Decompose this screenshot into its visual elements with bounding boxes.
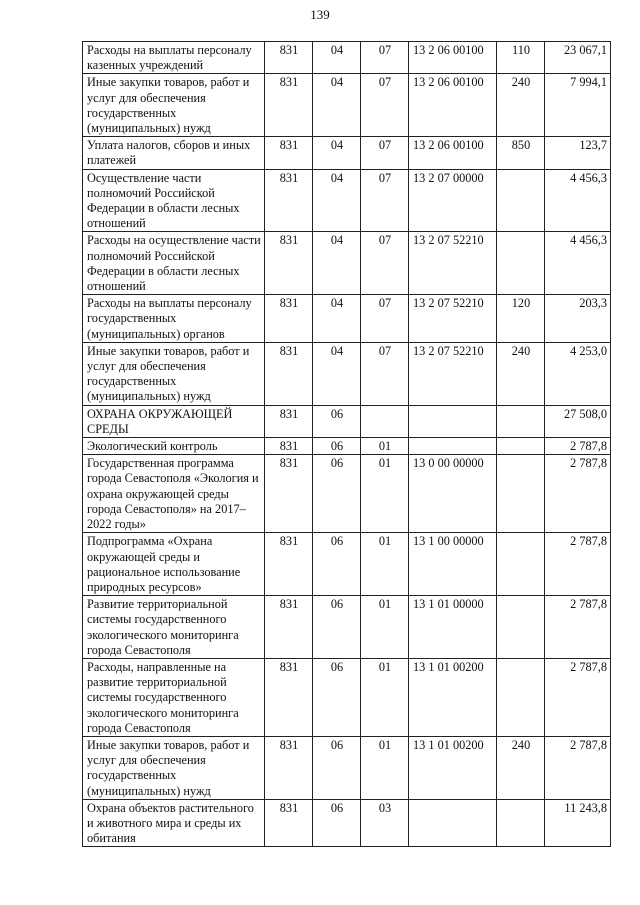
cell-amount: 7 994,1 bbox=[545, 74, 611, 137]
cell-target-article: 13 1 01 00200 bbox=[409, 736, 497, 799]
cell-expense-type bbox=[497, 455, 545, 533]
cell-expense-type bbox=[497, 405, 545, 437]
cell-section-code: 04 bbox=[313, 295, 361, 343]
cell-grbs-code: 831 bbox=[265, 169, 313, 232]
cell-grbs-code: 831 bbox=[265, 736, 313, 799]
cell-section-code: 04 bbox=[313, 169, 361, 232]
cell-amount: 2 787,8 bbox=[545, 533, 611, 596]
cell-amount: 2 787,8 bbox=[545, 596, 611, 659]
cell-subsection-code bbox=[361, 405, 409, 437]
table-row bbox=[83, 799, 611, 847]
table-row bbox=[83, 74, 611, 137]
cell-name: Государственная программа города Севастополя «Экология и охрана окружающей среды города Севастополя» на 2017–2022 годы» bbox=[83, 455, 265, 533]
cell-target-article: 13 1 01 00200 bbox=[409, 658, 497, 736]
cell-subsection-code: 01 bbox=[361, 438, 409, 455]
cell-subsection-code: 07 bbox=[361, 74, 409, 137]
cell-expense-type: 240 bbox=[497, 736, 545, 799]
table-body bbox=[83, 42, 611, 847]
cell-amount: 4 253,0 bbox=[545, 342, 611, 405]
cell-expense-type: 120 bbox=[497, 295, 545, 343]
cell-section-code: 06 bbox=[313, 596, 361, 659]
cell-amount: 23 067,1 bbox=[545, 42, 611, 74]
cell-name: Расходы на выплаты персоналу государственных (муниципальных) органов bbox=[83, 295, 265, 343]
cell-amount: 4 456,3 bbox=[545, 232, 611, 295]
cell-target-article bbox=[409, 405, 497, 437]
cell-target-article: 13 2 07 52210 bbox=[409, 232, 497, 295]
cell-name: Развитие территориальной системы государственного экологического мониторинга города Севастополя bbox=[83, 596, 265, 659]
cell-section-code: 04 bbox=[313, 342, 361, 405]
cell-target-article: 13 2 07 52210 bbox=[409, 295, 497, 343]
cell-target-article: 13 2 06 00100 bbox=[409, 74, 497, 137]
cell-target-article: 13 2 07 00000 bbox=[409, 169, 497, 232]
table-row bbox=[83, 169, 611, 232]
cell-amount: 203,3 bbox=[545, 295, 611, 343]
cell-name: Охрана объектов растительного и животного мира и среды их обитания bbox=[83, 799, 265, 847]
cell-expense-type bbox=[497, 533, 545, 596]
cell-section-code: 06 bbox=[313, 438, 361, 455]
table-row bbox=[83, 405, 611, 437]
cell-subsection-code: 01 bbox=[361, 596, 409, 659]
cell-expense-type bbox=[497, 169, 545, 232]
cell-section-code: 06 bbox=[313, 799, 361, 847]
cell-grbs-code: 831 bbox=[265, 137, 313, 169]
cell-target-article: 13 2 07 52210 bbox=[409, 342, 497, 405]
table-row bbox=[83, 533, 611, 596]
cell-name: Иные закупки товаров, работ и услуг для обеспечения государственных (муниципальных) нужд bbox=[83, 74, 265, 137]
cell-subsection-code: 03 bbox=[361, 799, 409, 847]
cell-target-article: 13 1 01 00000 bbox=[409, 596, 497, 659]
cell-section-code: 04 bbox=[313, 137, 361, 169]
cell-target-article: 13 1 00 00000 bbox=[409, 533, 497, 596]
cell-amount: 123,7 bbox=[545, 137, 611, 169]
cell-section-code: 06 bbox=[313, 736, 361, 799]
cell-subsection-code: 07 bbox=[361, 137, 409, 169]
budget-table bbox=[82, 41, 611, 847]
cell-grbs-code: 831 bbox=[265, 405, 313, 437]
cell-amount: 2 787,8 bbox=[545, 658, 611, 736]
cell-amount: 11 243,8 bbox=[545, 799, 611, 847]
cell-grbs-code: 831 bbox=[265, 438, 313, 455]
cell-name: ОХРАНА ОКРУЖАЮЩЕЙ СРЕДЫ bbox=[83, 405, 265, 437]
cell-subsection-code: 01 bbox=[361, 736, 409, 799]
table-row bbox=[83, 137, 611, 169]
cell-target-article bbox=[409, 438, 497, 455]
cell-name: Расходы, направленные на развитие территориальной системы государственного экологического мониторинга города Севастополя bbox=[83, 658, 265, 736]
table-row bbox=[83, 342, 611, 405]
cell-target-article: 13 2 06 00100 bbox=[409, 137, 497, 169]
cell-subsection-code: 01 bbox=[361, 455, 409, 533]
cell-subsection-code: 07 bbox=[361, 232, 409, 295]
cell-grbs-code: 831 bbox=[265, 799, 313, 847]
cell-amount: 27 508,0 bbox=[545, 405, 611, 437]
cell-grbs-code: 831 bbox=[265, 295, 313, 343]
cell-expense-type: 110 bbox=[497, 42, 545, 74]
cell-expense-type: 240 bbox=[497, 342, 545, 405]
cell-expense-type bbox=[497, 438, 545, 455]
cell-expense-type bbox=[497, 232, 545, 295]
cell-section-code: 04 bbox=[313, 232, 361, 295]
cell-section-code: 06 bbox=[313, 658, 361, 736]
cell-expense-type bbox=[497, 658, 545, 736]
cell-amount: 4 456,3 bbox=[545, 169, 611, 232]
cell-target-article: 13 0 00 00000 bbox=[409, 455, 497, 533]
cell-expense-type: 240 bbox=[497, 74, 545, 137]
cell-name: Иные закупки товаров, работ и услуг для обеспечения государственных (муниципальных) нужд bbox=[83, 342, 265, 405]
table-row bbox=[83, 42, 611, 74]
table-row bbox=[83, 658, 611, 736]
table-row bbox=[83, 736, 611, 799]
cell-subsection-code: 07 bbox=[361, 169, 409, 232]
table-row bbox=[83, 455, 611, 533]
cell-subsection-code: 07 bbox=[361, 295, 409, 343]
cell-section-code: 04 bbox=[313, 74, 361, 137]
cell-subsection-code: 07 bbox=[361, 42, 409, 74]
cell-subsection-code: 01 bbox=[361, 533, 409, 596]
cell-expense-type bbox=[497, 596, 545, 659]
cell-section-code: 04 bbox=[313, 42, 361, 74]
page-number: 139 bbox=[310, 7, 330, 22]
table-row bbox=[83, 295, 611, 343]
cell-name: Подпрограмма «Охрана окружающей среды и рациональное использование природных ресурсов» bbox=[83, 533, 265, 596]
table-row bbox=[83, 596, 611, 659]
cell-subsection-code: 07 bbox=[361, 342, 409, 405]
cell-section-code: 06 bbox=[313, 533, 361, 596]
cell-grbs-code: 831 bbox=[265, 596, 313, 659]
cell-amount: 2 787,8 bbox=[545, 438, 611, 455]
cell-grbs-code: 831 bbox=[265, 342, 313, 405]
cell-target-article bbox=[409, 799, 497, 847]
cell-grbs-code: 831 bbox=[265, 533, 313, 596]
cell-subsection-code: 01 bbox=[361, 658, 409, 736]
cell-section-code: 06 bbox=[313, 455, 361, 533]
cell-name: Осуществление части полномочий Российской Федерации в области лесных отношений bbox=[83, 169, 265, 232]
cell-name: Расходы на выплаты персоналу казенных учреждений bbox=[83, 42, 265, 74]
cell-grbs-code: 831 bbox=[265, 42, 313, 74]
cell-amount: 2 787,8 bbox=[545, 736, 611, 799]
cell-name: Экологический контроль bbox=[83, 438, 265, 455]
cell-name: Расходы на осуществление части полномочий Российской Федерации в области лесных отношений bbox=[83, 232, 265, 295]
cell-expense-type bbox=[497, 799, 545, 847]
cell-target-article: 13 2 06 00100 bbox=[409, 42, 497, 74]
cell-section-code: 06 bbox=[313, 405, 361, 437]
cell-grbs-code: 831 bbox=[265, 74, 313, 137]
cell-amount: 2 787,8 bbox=[545, 455, 611, 533]
cell-name: Уплата налогов, сборов и иных платежей bbox=[83, 137, 265, 169]
cell-grbs-code: 831 bbox=[265, 658, 313, 736]
cell-name: Иные закупки товаров, работ и услуг для обеспечения государственных (муниципальных) нужд bbox=[83, 736, 265, 799]
cell-expense-type: 850 bbox=[497, 137, 545, 169]
table-row bbox=[83, 438, 611, 455]
table-row bbox=[83, 232, 611, 295]
cell-grbs-code: 831 bbox=[265, 455, 313, 533]
cell-grbs-code: 831 bbox=[265, 232, 313, 295]
